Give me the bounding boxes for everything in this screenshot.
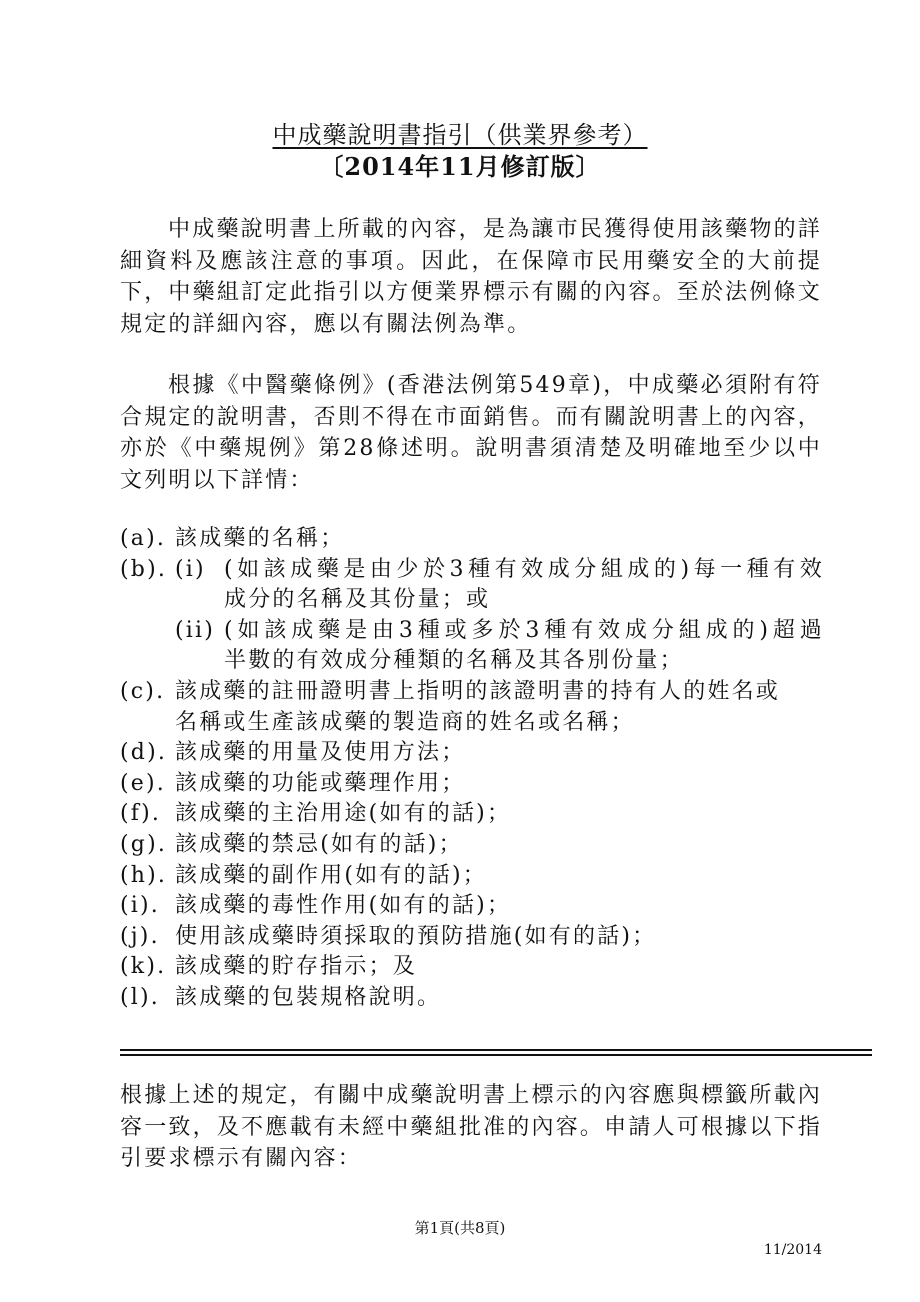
list-item-text: 該成藥的禁忌(如有的話)； [175, 831, 463, 857]
sub-item-label: (i) [175, 556, 206, 582]
list-item-i [120, 891, 825, 922]
list-item-b-i [120, 555, 825, 616]
double-rule-bottom [120, 1054, 872, 1056]
list-item-label: (f). [120, 801, 162, 827]
list-item-label: (l). [120, 984, 160, 1010]
list-item-a [120, 524, 825, 555]
list-item-text: 該成藥的註冊證明書上指明的該證明書的持有人的姓名或 [175, 678, 781, 704]
list-item-text: 使用該成藥時須採取的預防措施(如有的話)； [175, 923, 657, 949]
list-item-e [120, 769, 825, 800]
list-item-text: 該成藥的貯存指示；及 [175, 954, 418, 980]
list-item-label: (g). [120, 831, 168, 857]
list-item-g [120, 830, 825, 861]
requirements-list [120, 524, 825, 1014]
list-item-text: 該成藥的名稱； [175, 526, 345, 551]
double-rule-top [120, 1049, 872, 1051]
list-item-label: (b). [120, 556, 168, 582]
list-item-f [120, 799, 825, 830]
list-item-text: 該成藥的功能或藥理作用； [175, 770, 466, 796]
sub-item-continuation: 半數的有效成分種類的名稱及其各別份量； [224, 648, 684, 674]
list-item-label: (d). [120, 740, 168, 766]
list-item-text: 該成藥的副作用(如有的話)； [175, 862, 487, 888]
list-item-k [120, 952, 825, 983]
list-item-label: (j). [120, 923, 160, 949]
document-title-text: 中成藥說明書指引（供業界參考） [272, 121, 648, 149]
list-item-label: (a). [120, 526, 167, 551]
list-item-text: 該成藥的毒性作用(如有的話)； [175, 893, 512, 919]
document-title [0, 120, 920, 150]
sub-item-continuation: 成分的名稱及其份量；或 [224, 587, 491, 613]
list-item-c [120, 677, 825, 738]
sub-item-label: (ii) [175, 617, 216, 643]
list-item-label: (i). [120, 893, 160, 919]
document-subtitle: 〔2014年11月修訂版〕 [319, 152, 601, 181]
guideline-paragraph: 根據上述的規定，有關中成藥說明書上標示的內容應與標籤所載內容一致，及不應載有未經中藥組批准的內容。申請人可根據以下指引要求標示有關內容： [120, 1083, 822, 1171]
intro-paragraph: 中成藥說明書上所載的內容，是為讓市民獲得使用該藥物的詳細資料及應該注意的事項。因此，在保障市民用藥安全的大前提下，中藥組訂定此指引以方便業界標示有關的內容。至於法例條文規定的詳細內容，應以有關法例為準。 [120, 217, 822, 337]
list-item-d [120, 738, 825, 769]
sub-item-text: (如該成藥是由少於3種有效成分組成的)每一種有效 [224, 556, 824, 582]
revision-date: 11/2014 [763, 1242, 822, 1258]
list-item-text: 該成藥的主治用途(如有的話)； [175, 801, 512, 827]
list-item-text: 該成藥的包裝規格說明。 [175, 984, 442, 1010]
list-item-l [120, 983, 825, 1014]
list-item-h [120, 861, 825, 892]
list-item-b-ii [120, 616, 825, 677]
list-item-label: (k). [120, 954, 167, 980]
list-item-label: (c). [120, 678, 166, 704]
list-item-continuation: 名稱或生產該成藥的製造商的姓名或名稱； [175, 709, 635, 735]
list-item-text: 該成藥的用量及使用方法； [175, 740, 466, 766]
list-item-label: (h). [120, 862, 168, 888]
page-number: 第1頁(共8頁) [414, 1219, 506, 1237]
list-item-label: (e). [120, 770, 166, 796]
ordinance-paragraph: 根據《中醫藥條例》(香港法例第549章)，中成藥必須附有符合規定的說明書，否則不得在市面銷售。而有關說明書上的內容，亦於《中藥規例》第28條述明。說明書須清楚及明確地至少以中文列明以下詳情： [120, 373, 822, 493]
list-item-j [120, 922, 825, 953]
sub-item-text: (如該成藥是由3種或多於3種有效成分組成的)超過 [224, 617, 824, 643]
